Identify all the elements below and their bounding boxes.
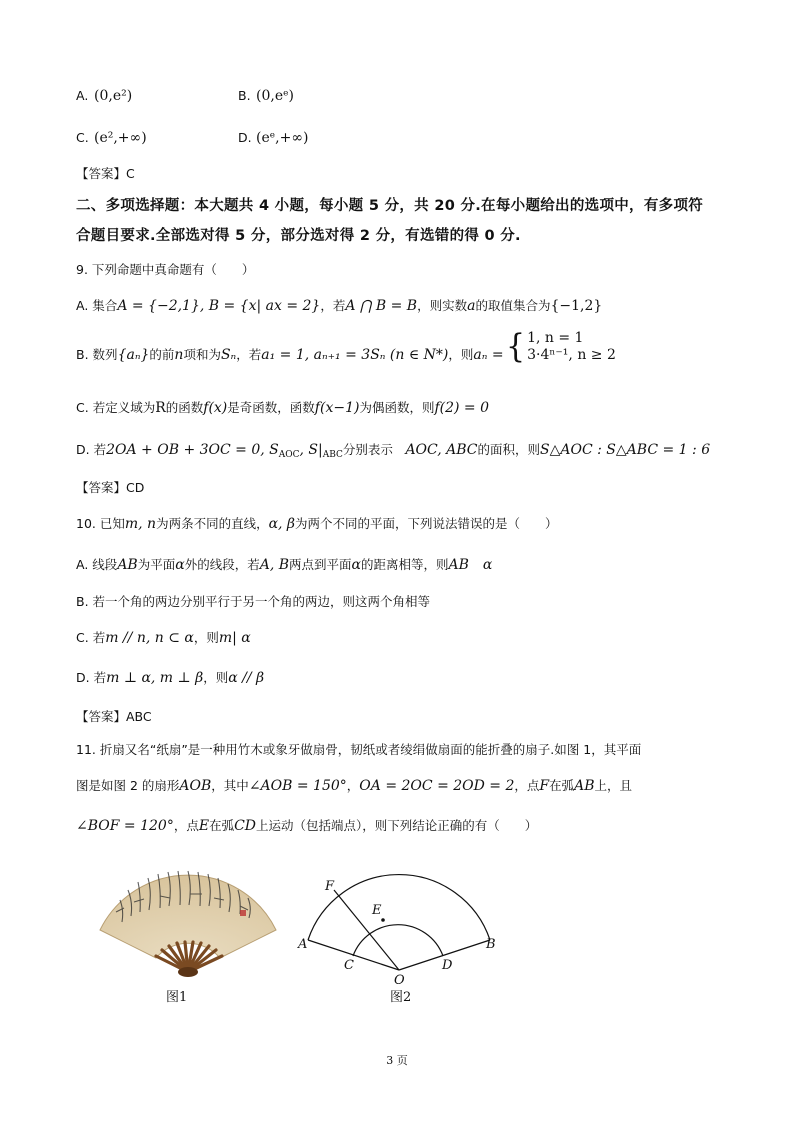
q9-stem: 9. 下列命题中真命题有（ ） xyxy=(76,262,255,277)
q9-option-a: A. 集合A = {−2,1}, B = {x| ax = 2}，若A ⋂ B = B，则实数a的取值集合为{−1,2} xyxy=(76,298,603,314)
q9-option-d: D. 若2OA + OB + 3OC = 0, $S_{AOC}$, $S|_{ABC}$分别表示 AOC, ABC的面积，则S△AOC : S△ABC = 1 : 6 xyxy=(76,442,711,460)
label-c: C xyxy=(344,958,354,973)
sector-diagram xyxy=(296,856,510,986)
label-b: B xyxy=(486,937,496,952)
figure2-caption: 图2 xyxy=(390,990,412,1005)
q10-option-c: C. 若m // n, n ⊂ α，则m| α xyxy=(76,630,251,646)
brace-symbol: { xyxy=(506,327,526,366)
section-heading-line1: 二、多项选择题：本大题共 4 小题，每小题 5 分，共 20 分.在每小题给出的选项中，有多项符 xyxy=(76,198,704,214)
q8-option-d: D. (eᵉ,+∞) xyxy=(238,130,309,146)
q8-option-c: C. (e²,+∞) xyxy=(76,130,147,146)
q11-line2: 图是如图 2 的扇形AOB，其中∠AOB = 150°，OA = 2OC = 2OD = 2，点F在弧AB上，且 xyxy=(76,778,633,794)
q10-option-a: A. 线段AB为平面α外的线段，若A, B两点到平面α的距离相等，则AB α xyxy=(76,557,493,573)
q10-option-b: B. 若一个角的两边分别平行于另一个角的两边，则这两个角相等 xyxy=(76,594,431,609)
q11-line1: 11. 折扇又名“纸扇”是一种用竹木或象牙做扇骨，韧纸或者绫绢做扇面的能折叠的扇子.如图 1，其平面 xyxy=(76,742,642,757)
label-d: D xyxy=(442,958,453,973)
q8-option-a: A. (0,e²) xyxy=(76,88,133,104)
q10-stem: 10. 已知m, n为两条不同的直线，α, β为两个不同的平面，下列说法错误的是（ ） xyxy=(76,516,558,532)
label-f: F xyxy=(325,879,335,894)
outer-arc-ab xyxy=(308,875,490,940)
point-e xyxy=(381,918,385,922)
q11-line3: ∠BOF = 120°，点E在弧CD上运动（包括端点），则下列结论正确的有（ ） xyxy=(76,818,538,834)
q9-b-piecewise: { 1, n = 1 3·4ⁿ⁻¹, n ≥ 2 xyxy=(506,327,616,366)
q8-option-a-math: (0,e²) xyxy=(94,88,133,104)
q10-answer: 【答案】ABC xyxy=(76,709,152,724)
label-o: O xyxy=(394,973,405,986)
label-a: A xyxy=(298,937,308,952)
figure1-caption: 图1 xyxy=(166,990,188,1005)
q9-option-c: C. 若定义域为R的函数f(x)是奇函数，函数f(x−1)为偶函数，则f(2) = 0 xyxy=(76,400,490,416)
q8-option-d-math: (eᵉ,+∞) xyxy=(256,130,309,146)
q8-option-b-math: (0,eᵉ) xyxy=(256,88,294,104)
q10-option-d: D. 若m ⊥ α, m ⊥ β，则α // β xyxy=(76,670,265,686)
section-heading-line2: 合题目要求.全部选对得 5 分，部分选对得 2 分，有选错的得 0 分. xyxy=(76,228,521,244)
q8-answer: 【答案】C xyxy=(76,166,135,181)
q8-option-c-math: (e²,+∞) xyxy=(94,130,147,146)
label-e: E xyxy=(372,903,382,918)
page-number: 3 页 xyxy=(386,1054,408,1067)
folding-fan-image xyxy=(90,860,286,982)
q8-option-b: B. (0,eᵉ) xyxy=(238,88,294,104)
q9-option-b: B. 数列{aₙ}的前n项和为Sₙ，若a₁ = 1, aₙ₊₁ = 3Sₙ (n ∈ N*)，则aₙ = xyxy=(76,347,504,363)
q9-answer: 【答案】CD xyxy=(76,480,145,495)
